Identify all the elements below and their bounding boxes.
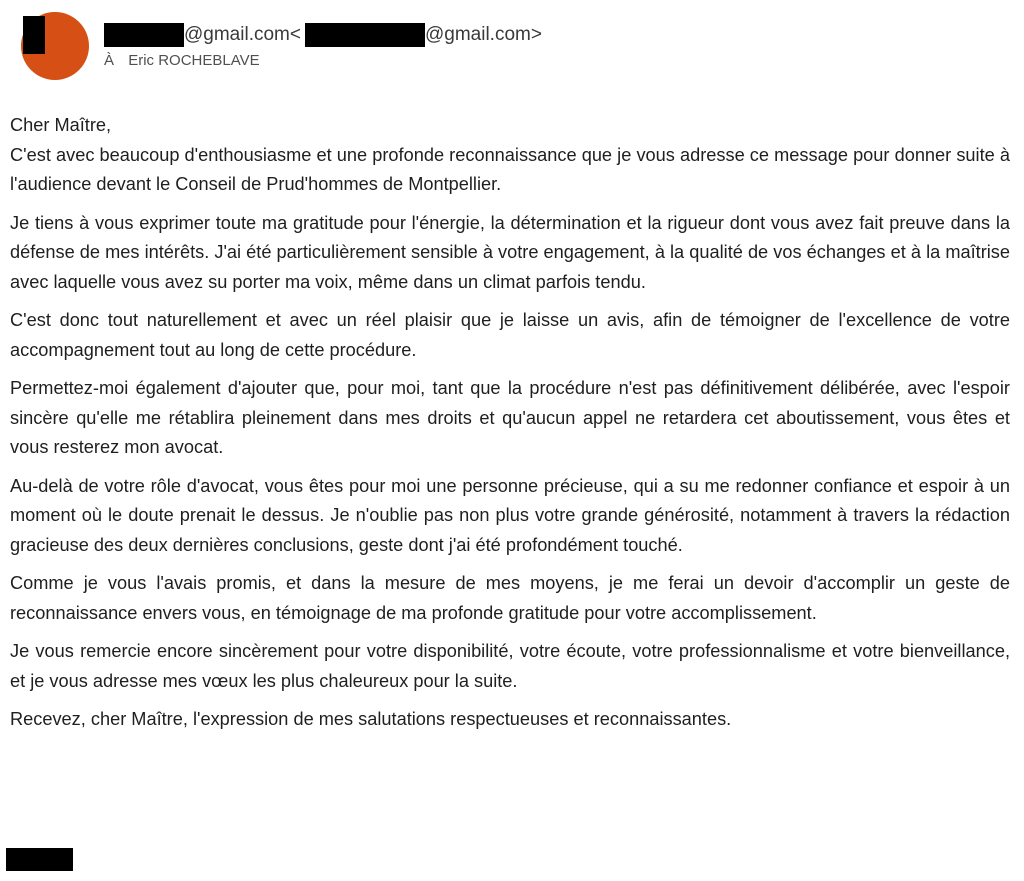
signature-redaction bbox=[6, 848, 73, 871]
message-paragraph: Je vous remercie encore sincèrement pour votre disponibilité, votre écoute, votre professionnalisme et votre bienveillance, et je vous adresse mes vœux les plus chaleureux pour la suite. bbox=[10, 641, 1010, 691]
message-paragraph: C'est avec beaucoup d'enthousiasme et une profonde reconnaissance que je vous adresse ce message pour donner suite à l'audience devant le Conseil de Prud'hommes de Montpellier. bbox=[10, 144, 1010, 194]
avatar-redaction bbox=[23, 16, 45, 54]
sender-address-redaction bbox=[305, 23, 425, 47]
message-body bbox=[10, 111, 1010, 744]
sender-address-domain[interactable]: @gmail.com> bbox=[424, 24, 542, 45]
recipient-name[interactable]: Eric ROCHEBLAVE bbox=[128, 52, 260, 69]
closing: Recevez, cher Maître, l'expression de mes salutations respectueuses et reconnaissantes. bbox=[10, 709, 732, 729]
sender-address-open: < bbox=[289, 24, 301, 45]
message-paragraph: Au-delà de votre rôle d'avocat, vous êtes pour moi une personne précieuse, qui a su me redonner confiance et espoir à un moment où le doute prenait le dessus. Je n'oublie pas non plus votre grande générosité, notamment à travers la rédaction gracieuse des deux dernières conclusions, geste dont j'ai été profondément touché. bbox=[10, 475, 1010, 555]
message-paragraph: Comme je vous l'avais promis, et dans la mesure de mes moyens, je me ferai un devoir d'accomplir un geste de reconnaissance envers vous, en témoignage de ma profonde gratitude pour votre accomplissement. bbox=[10, 573, 1010, 623]
sender-name-redaction bbox=[104, 23, 184, 47]
greeting: Cher Maître, bbox=[10, 115, 112, 135]
email-header bbox=[0, 0, 1024, 90]
recipient-line bbox=[104, 52, 260, 69]
sender-domain[interactable]: @gmail.com bbox=[184, 24, 290, 45]
sender-line bbox=[104, 22, 542, 48]
recipient-prefix: À bbox=[104, 52, 115, 69]
message-paragraph: C'est donc tout naturellement et avec un réel plaisir que je laisse un avis, afin de témoigner de l'excellence de votre accompagnement tout au long de cette procédure. bbox=[10, 310, 1010, 360]
message-paragraph: Permettez-moi également d'ajouter que, pour moi, tant que la procédure n'est pas définitivement délibérée, avec l'espoir sincère qu'elle me rétablira pleinement dans mes droits et qu'aucun appel ne retardera cet aboutissement, vous êtes et vous resterez mon avocat. bbox=[10, 378, 1010, 457]
message-paragraph: Je tiens à vous exprimer toute ma gratitude pour l'énergie, la détermination et la rigueur dont vous avez fait preuve dans la défense de mes intérêts. J'ai été particulièrement sensible à votre engagement, à la qualité de vos échanges et à la maîtrise avec laquelle vous avez su porter ma voix, même dans un climat parfois tendu. bbox=[10, 212, 1010, 292]
